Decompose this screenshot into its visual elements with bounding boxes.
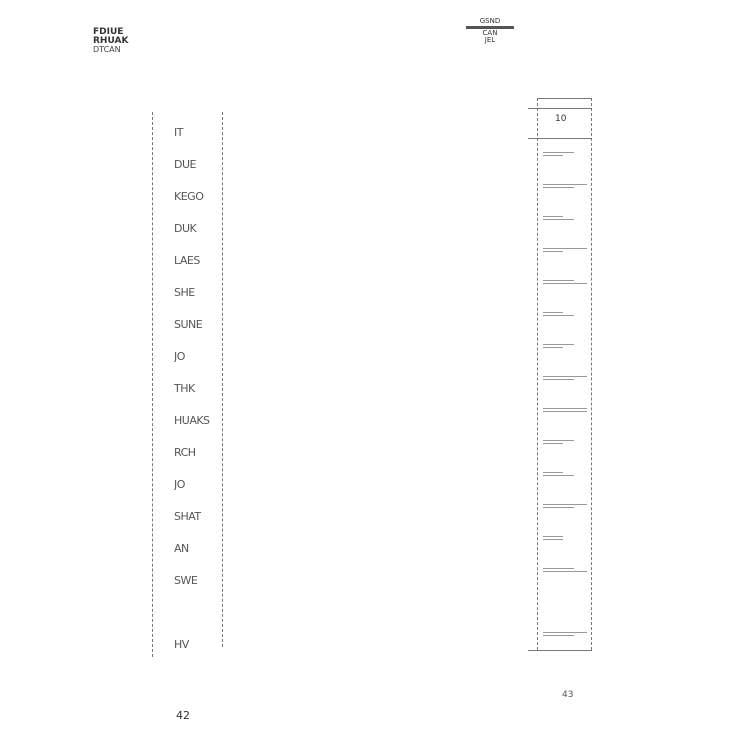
- header-left-line1: FDIUE: [93, 27, 124, 37]
- left-column-rule-outer: [152, 112, 153, 657]
- code-row-14: AN: [174, 544, 189, 554]
- page-number-right: 43: [562, 690, 574, 700]
- right-cell-7: [543, 342, 587, 356]
- header-right-block: [462, 18, 518, 44]
- right-cell-5: [543, 278, 587, 292]
- code-row-4: DUK: [174, 224, 197, 234]
- header-right-line1: GSND: [479, 17, 501, 25]
- code-row-5: LAES: [174, 256, 200, 266]
- code-row-1: IT: [174, 128, 183, 138]
- right-cell-14: [543, 566, 587, 580]
- code-row-13: SHAT: [174, 512, 201, 522]
- code-row-8: JO: [174, 352, 185, 362]
- right-cell-6: [543, 310, 587, 324]
- code-row-16: HV: [174, 640, 189, 650]
- right-column-rule-right: [591, 98, 592, 650]
- code-row-7: SUNE: [174, 320, 203, 330]
- right-cell-3: [543, 214, 587, 228]
- right-cell-1: [543, 150, 587, 164]
- right-cell-4: [543, 246, 587, 260]
- header-left-line2: RHUAK: [93, 36, 129, 46]
- page-number-left: 42: [176, 709, 190, 722]
- right-column-header-rule: [528, 108, 592, 109]
- left-column-rule-inner: [222, 112, 223, 647]
- code-row-6: SHE: [174, 288, 195, 298]
- right-cell-11: [543, 470, 587, 484]
- right-cell-13: [543, 534, 587, 548]
- right-cell-2: [543, 182, 587, 196]
- right-column-top-rule: [537, 98, 592, 99]
- right-cell-8: [543, 374, 587, 388]
- right-column-bottom-rule: [528, 650, 592, 651]
- right-column-header-bottom-rule: [528, 138, 592, 139]
- right-cell-9: [543, 406, 587, 420]
- code-row-10: HUAKS: [174, 416, 210, 426]
- code-row-3: KEGO: [174, 192, 204, 202]
- header-right-line2: CAN: [482, 29, 498, 37]
- code-row-11: RCH: [174, 448, 196, 458]
- right-cell-15: [543, 630, 587, 644]
- right-column-rule-left: [537, 98, 538, 650]
- right-column-top-number: 10: [555, 114, 567, 124]
- code-row-9: THK: [174, 384, 195, 394]
- code-row-2: DUE: [174, 160, 196, 170]
- code-row-15: SWE: [174, 576, 198, 586]
- header-left-line3: DTCAN: [93, 45, 121, 54]
- right-cell-10: [543, 438, 587, 452]
- code-row-12: JO: [174, 480, 185, 490]
- header-right-line3: JEL: [484, 36, 496, 44]
- right-cell-12: [543, 502, 587, 516]
- header-left-block: [93, 28, 153, 54]
